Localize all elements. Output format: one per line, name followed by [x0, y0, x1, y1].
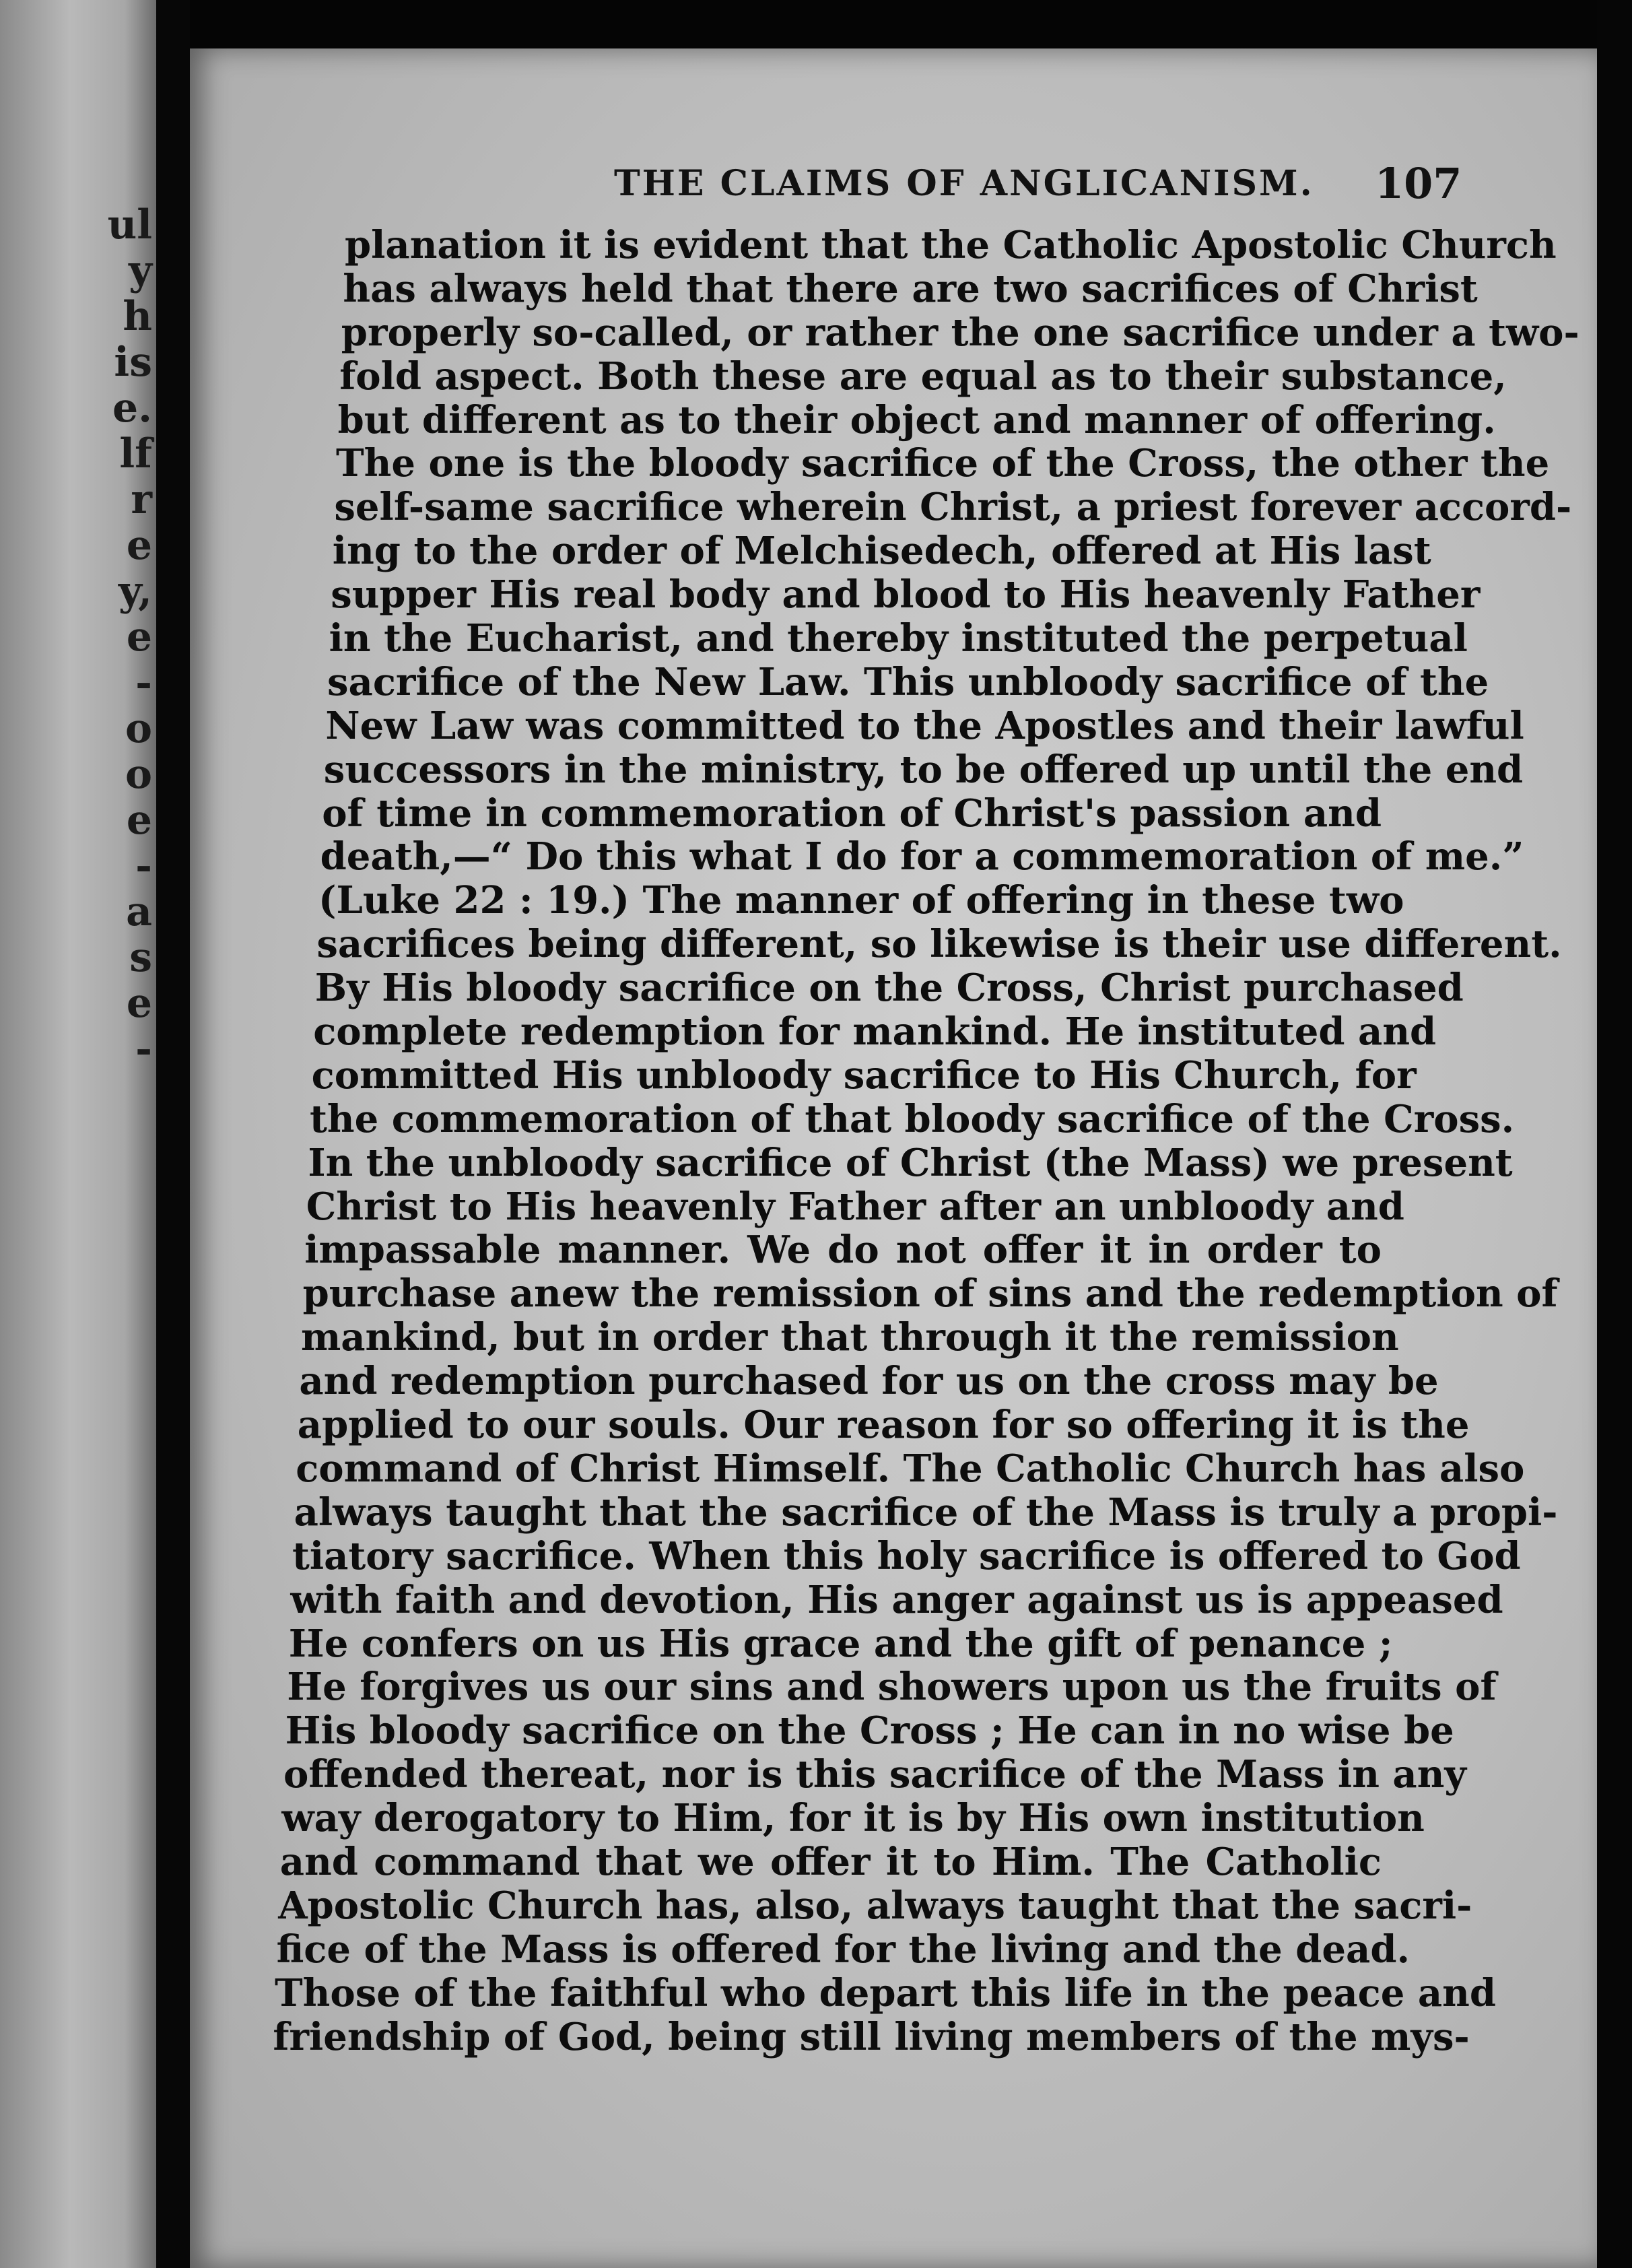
- facing-page-edge: [0, 0, 156, 2268]
- facing-page-fragment: h: [123, 293, 152, 340]
- facing-page-fragment: r: [131, 476, 152, 523]
- text-line: death,—“ Do this what I do for a commemoration of me.”: [320, 834, 1524, 879]
- facing-page-fragment: e: [126, 613, 152, 661]
- book-page: [190, 48, 1597, 2268]
- text-line: has always held that there are two sacrifices of Christ: [343, 266, 1478, 311]
- text-line: of time in commemoration of Christ's passion and: [322, 791, 1382, 836]
- text-line: planation it is evident that the Catholic Apostolic Church: [345, 223, 1557, 267]
- text-line: In the unbloody sacrifice of Christ (the Mass) we present: [308, 1140, 1513, 1185]
- text-line: command of Christ Himself. The Catholic Church has also: [296, 1446, 1525, 1491]
- text-line: tiatory sacrifice. When this holy sacrifice is offered to God: [292, 1533, 1521, 1578]
- text-line: His bloody sacrifice on the Cross ; He can in no wise be: [285, 1708, 1454, 1754]
- facing-page-fragment: -: [135, 842, 152, 890]
- facing-page-fragment: e: [126, 980, 152, 1027]
- text-line: the commemoration of that bloody sacrifice of the Cross.: [310, 1096, 1515, 1141]
- text-line: sacrifice of the New Law. This unbloody sacrifice of the: [327, 659, 1489, 704]
- scan-border: [1597, 0, 1632, 2268]
- facing-page-fragment: s: [129, 934, 152, 981]
- text-line: in the Eucharist, and thereby instituted the perpetual: [329, 616, 1468, 661]
- facing-page-fragment: -: [135, 659, 152, 706]
- facing-page-fragment: e: [126, 797, 152, 844]
- facing-page-fragment: lf: [119, 430, 152, 477]
- text-line: sacrifices being different, so likewise is their use different.: [316, 922, 1562, 967]
- text-line: self-same sacrifice wherein Christ, a priest forever accord-: [334, 485, 1572, 530]
- text-line: mankind, but in order that through it the remission: [301, 1315, 1399, 1360]
- page-header: [190, 159, 1597, 224]
- running-title: THE CLAIMS OF ANGLICANISM.: [614, 163, 1314, 204]
- text-line: The one is the bloody sacrifice of the Cross, the other the: [336, 441, 1550, 486]
- text-line: purchase anew the remission of sins and the redemption of: [302, 1271, 1558, 1316]
- text-line: He forgives us our sins and showers upon us the fruits of: [287, 1665, 1497, 1710]
- text-line: By His bloody sacrifice on the Cross, Christ purchased: [314, 966, 1464, 1011]
- text-line: way derogatory to Him, for it is by His own institution: [281, 1796, 1425, 1841]
- facing-page-fragment: y,: [118, 568, 152, 615]
- text-line: successors in the ministry, to be offered up until the end: [323, 747, 1524, 792]
- body-text: [271, 223, 1579, 2059]
- book-gutter: [156, 0, 190, 2268]
- text-line: fice of the Mass is offered for the living and the dead.: [276, 1927, 1410, 1972]
- facing-page-text-fragments: [107, 201, 152, 1073]
- text-line: applied to our souls. Our reason for so offering it is the: [297, 1403, 1470, 1448]
- text-line: (Luke 22 : 19.) The manner of offering in these two: [318, 878, 1404, 923]
- text-line: offended thereat, nor is this sacrifice of the Mass in any: [283, 1752, 1466, 1797]
- facing-page-fragment: o: [125, 751, 152, 798]
- facing-page-fragment: -: [135, 1026, 152, 1073]
- page-number: 107: [1375, 159, 1462, 208]
- facing-page-fragment: o: [125, 705, 152, 752]
- text-line: complete redemption for mankind. He instituted and: [313, 1009, 1437, 1055]
- text-line: and redemption purchased for us on the cross may be: [299, 1359, 1439, 1404]
- text-line: ing to the order of Melchisedech, offered at His last: [332, 529, 1431, 574]
- text-line: friendship of God, being still living members of the mys-: [273, 2014, 1470, 2059]
- facing-page-fragment: is: [114, 339, 152, 386]
- text-line: committed His unbloody sacrifice to His Church, for: [311, 1053, 1417, 1098]
- text-line: always taught that the sacrifice of the Mass is truly a propi-: [294, 1490, 1558, 1535]
- text-line: He confers on us His grace and the gift of penance ;: [288, 1621, 1393, 1666]
- text-line: with faith and devotion, His anger against us is appeased: [290, 1577, 1503, 1622]
- facing-page-fragment: e: [126, 522, 152, 569]
- text-line: properly so-called, or rather the one sacrifice under a two-: [341, 310, 1579, 355]
- facing-page-fragment: e.: [112, 385, 152, 432]
- text-line: and command that we offer it to Him. The Catholic: [279, 1839, 1382, 1884]
- text-line: fold aspect. Both these are equal as to their substance,: [339, 354, 1507, 399]
- facing-page-fragment: a: [126, 888, 152, 935]
- facing-page-fragment: ul: [107, 201, 152, 248]
- text-line: supper His real body and blood to His heavenly Father: [331, 572, 1481, 618]
- text-line: but different as to their object and manner of offering.: [337, 397, 1496, 442]
- facing-page-fragment: y: [129, 247, 152, 294]
- text-line: Those of the faithful who depart this life in the peace and: [275, 1970, 1496, 2015]
- text-line: Christ to His heavenly Father after an unbloody and: [306, 1184, 1404, 1229]
- text-line: Apostolic Church has, also, always taught that the sacri-: [278, 1883, 1472, 1928]
- text-line: impassable manner. We do not offer it in order to: [304, 1228, 1382, 1273]
- text-line: New Law was committed to the Apostles and their lawful: [325, 703, 1524, 748]
